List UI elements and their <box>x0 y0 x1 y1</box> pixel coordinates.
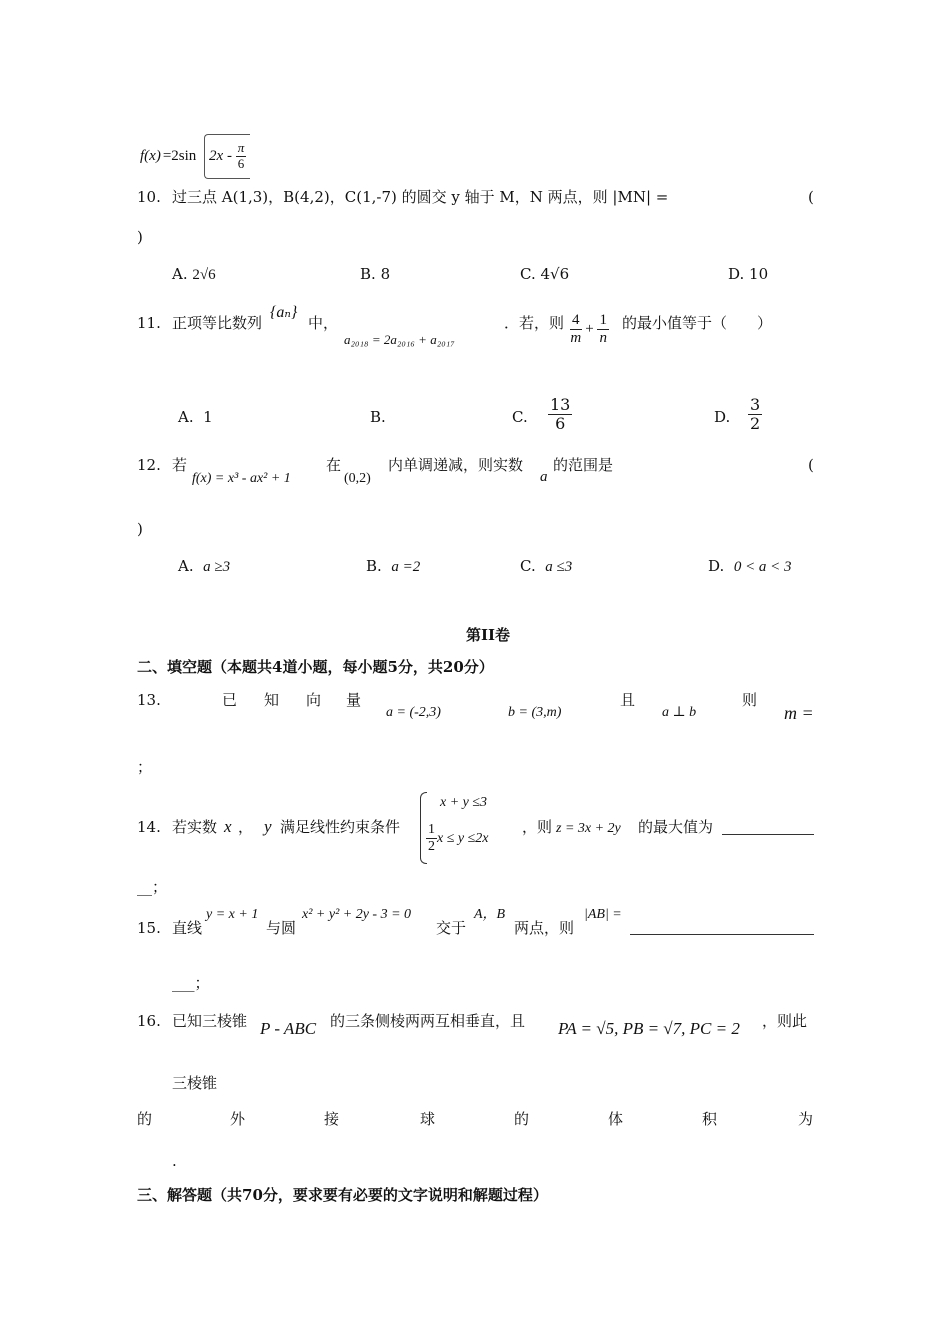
q14-text-a: 若实数 <box>172 818 218 836</box>
q12-option-b: B. a =2 <box>366 557 421 575</box>
q11-number: 11. <box>137 314 161 332</box>
q12-text-d: 的范围是 <box>553 456 614 474</box>
q16-line2: 三棱锥 <box>172 1074 218 1092</box>
q11-option-c-frac: $\frac{13}{6}$ <box>550 395 571 434</box>
q10-text: 过三点 A(1,3)，B(4,2)，C(1,-7) 的圆交 y 轴于 M，N 两点，则 |MN| = <box>172 188 669 206</box>
volume-title: 第II卷 <box>466 626 511 644</box>
q14-x: x <box>224 817 232 836</box>
q12-number: 12. <box>137 456 161 474</box>
q16-char-7: 积 <box>702 1110 718 1128</box>
q12-text-b: 在 <box>326 456 342 474</box>
q14-number: 14. <box>137 818 161 836</box>
q12-interval: (0,2) <box>344 471 371 486</box>
q12-option-c: C. a ≤3 <box>520 557 573 575</box>
q11-option-a: A. 1 <box>178 408 213 426</box>
q12-option-d: D. 0 < a < 3 <box>708 557 792 575</box>
q10-option-b: B. 8 <box>360 265 391 283</box>
q15-line: y = x + 1 <box>206 907 259 922</box>
q11-option-b: B. <box>370 408 386 426</box>
q14-blank <box>722 834 814 835</box>
top-formula-lhs: f(x) <box>140 147 161 164</box>
top-formula-den: 6 <box>237 155 245 171</box>
q11-cond: a₂₀₁₈ = 2a₂₀₁₆ + a₂₀₁₇ <box>344 332 455 347</box>
q16-end: . <box>172 1152 177 1170</box>
q12-var: a <box>540 469 548 485</box>
q16-char-3: 接 <box>324 1110 340 1128</box>
q13-end: ； <box>137 758 153 776</box>
q14-c1: x + y ≤3 <box>440 795 488 810</box>
q12-text-c: 内单调递减，则实数 <box>388 456 524 474</box>
q14-end: __； <box>137 878 168 896</box>
q16-char-2: 外 <box>230 1110 246 1128</box>
top-formula <box>140 134 250 179</box>
q12-paren-open: ( <box>808 456 814 474</box>
q10-option-a: A. 2√6 <box>172 265 216 283</box>
q15-text-a: 直线 <box>172 919 203 937</box>
q12-paren-close: ) <box>137 520 143 538</box>
q14-text-c: ，则 <box>522 818 553 836</box>
q16-char-4: 球 <box>420 1110 436 1128</box>
q15-text-b: 与圆 <box>266 919 297 937</box>
q14-text-b: 满足线性约束条件 <box>280 818 401 836</box>
q16-number: 16. <box>137 1012 161 1030</box>
q15-end: ___； <box>172 974 210 992</box>
section2-heading: 二、填空题（本题共4道小题，每小题5分，共20分） <box>137 658 494 676</box>
top-formula-pi: π <box>237 140 245 155</box>
q11-text-c: ．若，则 <box>504 314 565 332</box>
q16-char-6: 体 <box>608 1110 624 1128</box>
q15-circle: x² + y² + 2y - 3 = 0 <box>302 907 412 922</box>
q16-text-c: ，则此 <box>762 1012 808 1030</box>
q12-option-a: A. a ≥3 <box>178 557 231 575</box>
q10-number: 10. <box>137 188 161 206</box>
q13-char-1: 已 <box>222 691 238 709</box>
top-formula-arg: 2x - <box>209 147 232 164</box>
q13-char-3: 向 <box>306 691 322 709</box>
q16-char-8: 为 <box>798 1110 814 1128</box>
q13-char-4: 量 <box>346 691 362 709</box>
q11-seq: {aₙ} <box>270 304 298 321</box>
q16-text-b: 的三条侧棱两两互相垂直，且 <box>330 1012 526 1030</box>
q15-number: 15. <box>137 919 161 937</box>
q11-option-c: C. <box>512 408 528 426</box>
section3-heading: 三、解答题（共70分，要求要有必要的文字说明和解题过程） <box>137 1186 548 1204</box>
q15-pts: A，B <box>474 907 506 922</box>
q14-z: z = 3x + 2y <box>556 821 621 836</box>
q15-text-d: 两点，则 <box>514 919 575 937</box>
q14-c2: $\frac{1}{2}$ x ≤ y ≤2x <box>428 822 489 855</box>
q10-option-c: C. 4√6 <box>520 265 570 283</box>
q11-option-d: D. <box>714 408 731 426</box>
q13-perp: a ⊥ b <box>662 705 697 720</box>
q15-ab: |AB| = <box>584 907 622 922</box>
q10-paren-close: ) <box>137 228 143 246</box>
q12-func: f(x) = x³ - ax² + 1 <box>192 471 291 486</box>
q10-option-d: D. 10 <box>728 265 769 283</box>
q11-expr: $\frac{4}{m}$ + $\frac{1}{n}$ <box>570 312 607 347</box>
q13-vec-b: b = (3,m) <box>508 705 562 720</box>
q16-cond: PA = √5, PB = √7, PC = 2 <box>558 1019 740 1038</box>
q13-ask: m = <box>784 703 814 723</box>
q16-char-1: 的 <box>137 1110 153 1128</box>
q16-char-5: 的 <box>514 1110 530 1128</box>
q13-then: 则 <box>742 691 758 709</box>
q16-text-a: 已知三棱锥 <box>172 1012 248 1030</box>
q11-text-a: 正项等比数列 <box>172 314 263 332</box>
q14-comma: ， <box>238 818 254 836</box>
q13-char-2: 知 <box>264 691 280 709</box>
q14-text-d: 的最大值为 <box>638 818 714 836</box>
q13-and: 且 <box>620 691 636 709</box>
q10-paren-open: ( <box>808 188 814 206</box>
top-formula-eq: =2sin <box>162 147 197 164</box>
q12-text-a: 若 <box>172 456 188 474</box>
q11-text-b: 中， <box>308 314 339 332</box>
q15-text-c: 交于 <box>436 919 467 937</box>
q11-text-d: 的最小值等于（ ） <box>622 314 773 332</box>
q11-option-d-frac: $\frac{3}{2}$ <box>750 395 761 434</box>
q14-y: y <box>264 817 272 836</box>
q13-vec-a: a = (-2,3) <box>386 705 441 720</box>
q15-blank <box>630 934 814 935</box>
q16-pyr: P - ABC <box>260 1019 317 1038</box>
q13-number: 13. <box>137 691 161 709</box>
